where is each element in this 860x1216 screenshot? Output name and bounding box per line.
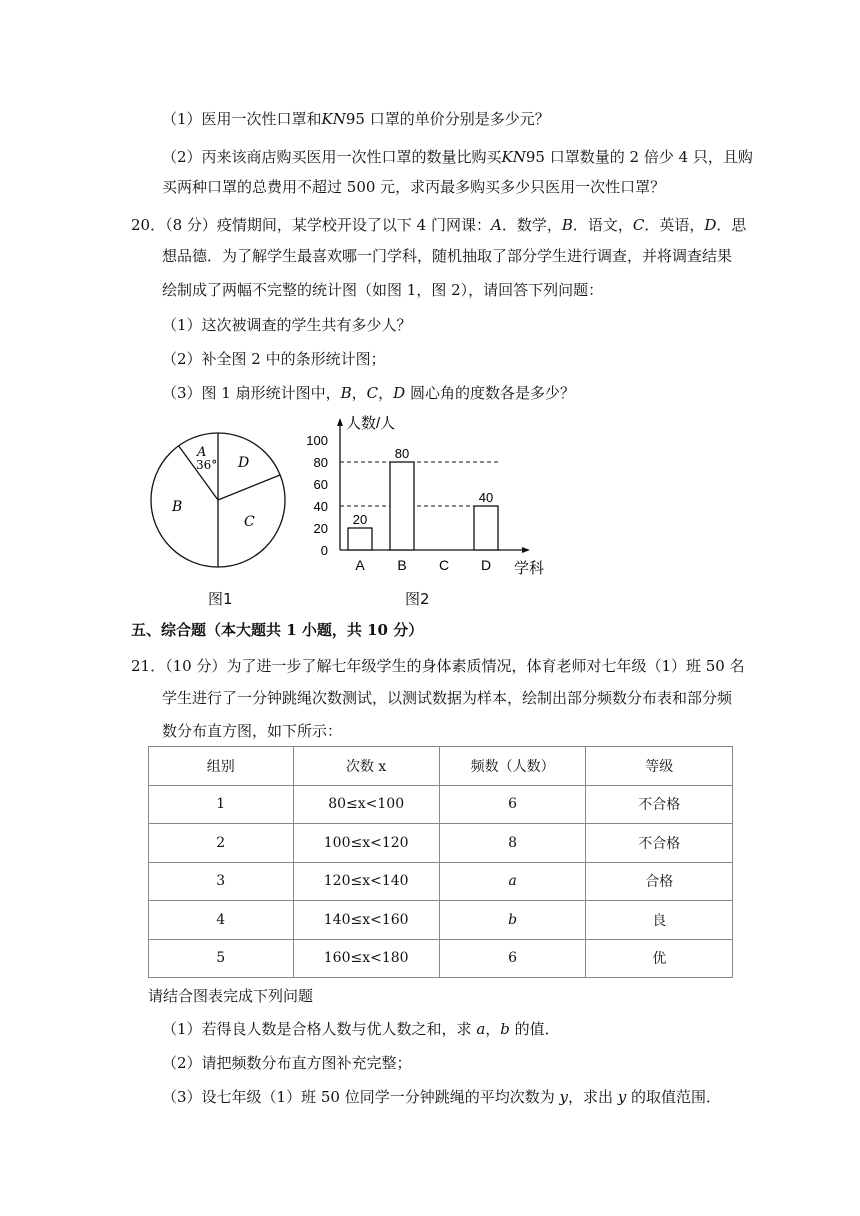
- bar-value-label: 20: [352, 512, 368, 527]
- q21-sub1-b: b: [500, 1020, 510, 1038]
- table-header-frequency: 频数（人数）: [439, 747, 586, 786]
- frequency-table: [148, 746, 733, 978]
- pie-label-d: D: [238, 455, 250, 471]
- bar-value-label: 40: [478, 490, 494, 505]
- table-cell: 5: [149, 939, 294, 978]
- table-cell: 4: [149, 901, 294, 940]
- y-tick-label: 20: [313, 521, 328, 536]
- q20-sub1: （1）这次被调查的学生共有多少人？: [162, 316, 412, 334]
- q21-sub1-a: a: [476, 1020, 486, 1038]
- q21-after-table: 请结合图表完成下列问题: [148, 987, 314, 1005]
- bar-b: [390, 462, 414, 550]
- q20-option-d: D: [704, 216, 717, 234]
- table-row: [149, 901, 733, 940]
- q20-heading-text: 20．（8 分）疫情期间，某学校开设了以下 4 门网课：: [131, 216, 491, 234]
- q20-line2: 想品德．为了解学生最喜欢哪一门学科，随机抽取了部分学生进行调查，并将调查结果: [162, 247, 733, 265]
- table-cell: 6: [439, 785, 586, 824]
- table-cell: 80≤x<100: [293, 785, 439, 824]
- y-tick-label: 100: [306, 433, 328, 448]
- q20-sub3: [162, 382, 575, 404]
- x-tick-label: C: [438, 557, 450, 573]
- q20-option-a: A: [490, 216, 502, 234]
- q20-sub3-text: （3）图 1 扇形统计图中，: [162, 384, 341, 402]
- table-cell: 不合格: [586, 785, 733, 824]
- q20-option-a-text: ．数学，: [501, 216, 562, 234]
- x-tick-label: B: [397, 557, 407, 573]
- q21-sub2: （2）请把频数分布直方图补充完整；: [162, 1054, 412, 1072]
- y-tick-label: 60: [313, 477, 328, 492]
- x-axis-arrow: [522, 547, 530, 553]
- table-row: [149, 785, 733, 824]
- q20-sub3-sep2: ，: [378, 384, 394, 402]
- q21-sub3: [162, 1086, 721, 1108]
- table-cell: 良: [586, 901, 733, 940]
- q21-line1: 21．（10 分）为了进一步了解七年级学生的身体素质情况，体育老师对七年级（1）班 50 名: [131, 657, 745, 675]
- pie-label-a: A: [197, 445, 207, 460]
- x-axis-title: 学科: [514, 560, 545, 577]
- q21-sub3-text: （3）设七年级（1）班 50 位同学一分钟跳绳的平均次数为: [162, 1088, 560, 1106]
- y-axis-arrow: [337, 418, 343, 426]
- q21-sub1: [162, 1018, 560, 1040]
- q20-heading: [131, 214, 746, 236]
- table-header-count: 次数 x: [293, 747, 439, 786]
- table-cell: 100≤x<120: [293, 824, 439, 863]
- q19-part2-kn: KN: [501, 148, 526, 166]
- table-cell: 1: [149, 785, 294, 824]
- y-tick-label: 0: [320, 543, 328, 558]
- table-row: [149, 939, 733, 978]
- table-header-grade: 等级: [586, 747, 733, 786]
- q20-sub3-c: C: [366, 384, 379, 402]
- table-cell: b: [439, 901, 586, 940]
- x-tick-label: A: [355, 557, 365, 573]
- q19-part1-text: （1）医用一次性口罩和: [162, 110, 322, 128]
- q20-option-c-text: ．英语，: [644, 216, 705, 234]
- pie-label-c: C: [244, 514, 255, 530]
- table-cell: 6: [439, 939, 586, 978]
- table-cell: a: [439, 862, 586, 901]
- table-cell: 3: [149, 862, 294, 901]
- q20-option-b-text: ．语文，: [572, 216, 633, 234]
- q20-sub2: （2）补全图 2 中的条形统计图；: [162, 350, 386, 368]
- figure1-caption: 图1: [208, 590, 233, 608]
- bar-value-label: 80: [394, 446, 410, 461]
- table-cell: 不合格: [586, 824, 733, 863]
- bar-d: [474, 506, 498, 550]
- q20-sub3-sep1: ，: [351, 384, 367, 402]
- bar-chart-figure2: [300, 410, 560, 585]
- pie-chart-figure1: [148, 415, 288, 575]
- q21-sub3-tail: 的取值范围．: [626, 1088, 722, 1106]
- q19-part2-line1: [162, 146, 753, 168]
- q21-sub1-tail: 的值．: [509, 1020, 560, 1038]
- y-axis-title: 人数/人: [346, 415, 396, 432]
- q21-line2: 学生进行了一分钟跳绳次数测试，以测试数据为样本，绘制出部分频数分布表和部分频: [162, 689, 733, 707]
- q21-sub3-mid: ，求出: [567, 1088, 618, 1106]
- q20-option-c: C: [632, 216, 645, 234]
- y-tick-label: 40: [313, 499, 328, 514]
- table-cell: 160≤x<180: [293, 939, 439, 978]
- section5-heading: 五、综合题（本大题共 1 小题，共 10 分）: [131, 621, 424, 639]
- q20-option-b: B: [561, 216, 573, 234]
- pie-label-b: B: [172, 499, 183, 515]
- y-tick-label: 80: [313, 455, 328, 470]
- q21-sub1-sep: ，: [485, 1020, 501, 1038]
- table-cell: 140≤x<160: [293, 901, 439, 940]
- q21-sub1-text: （1）若得良人数是合格人数与优人数之和，求: [162, 1020, 477, 1038]
- table-row: [149, 824, 733, 863]
- q19-part2-line2: 买两种口罩的总费用不超过 500 元，求丙最多购买多少只医用一次性口罩？: [162, 178, 666, 196]
- q20-sub3-d: D: [393, 384, 406, 402]
- figure2-caption: 图2: [405, 590, 430, 608]
- table-cell: 合格: [586, 862, 733, 901]
- table-row: [149, 862, 733, 901]
- table-cell: 8: [439, 824, 586, 863]
- q19-part1-tail: 95 口罩的单价分别是多少元？: [345, 110, 550, 128]
- q20-sub3-b: B: [340, 384, 352, 402]
- q19-part2-tail: 95 口罩数量的 2 倍少 4 只，且购: [525, 148, 753, 166]
- q20-line3: 绘制成了两幅不完整的统计图（如图 1，图 2），请回答下列问题：: [162, 281, 604, 299]
- table-header-group: 组别: [149, 747, 294, 786]
- table-cell: 2: [149, 824, 294, 863]
- q21-line3: 数分布直方图，如下所示：: [162, 722, 343, 740]
- table-cell: 120≤x<140: [293, 862, 439, 901]
- q20-option-d-text: ．思: [716, 216, 747, 234]
- q21-sub3-y2: y: [617, 1088, 627, 1106]
- q21-sub3-y: y: [559, 1088, 568, 1106]
- q20-sub3-tail: 圆心角的度数各是多少？: [405, 384, 575, 402]
- q19-part1: [162, 108, 550, 130]
- bar-a: [348, 528, 372, 550]
- pie-label-a-angle: 36°: [196, 458, 218, 472]
- table-header-row: [149, 747, 733, 786]
- q19-part1-kn: KN: [321, 110, 346, 128]
- q19-part2-text: （2）丙来该商店购买医用一次性口罩的数量比购买: [162, 148, 502, 166]
- table-cell: 优: [586, 939, 733, 978]
- x-tick-label: D: [480, 557, 492, 573]
